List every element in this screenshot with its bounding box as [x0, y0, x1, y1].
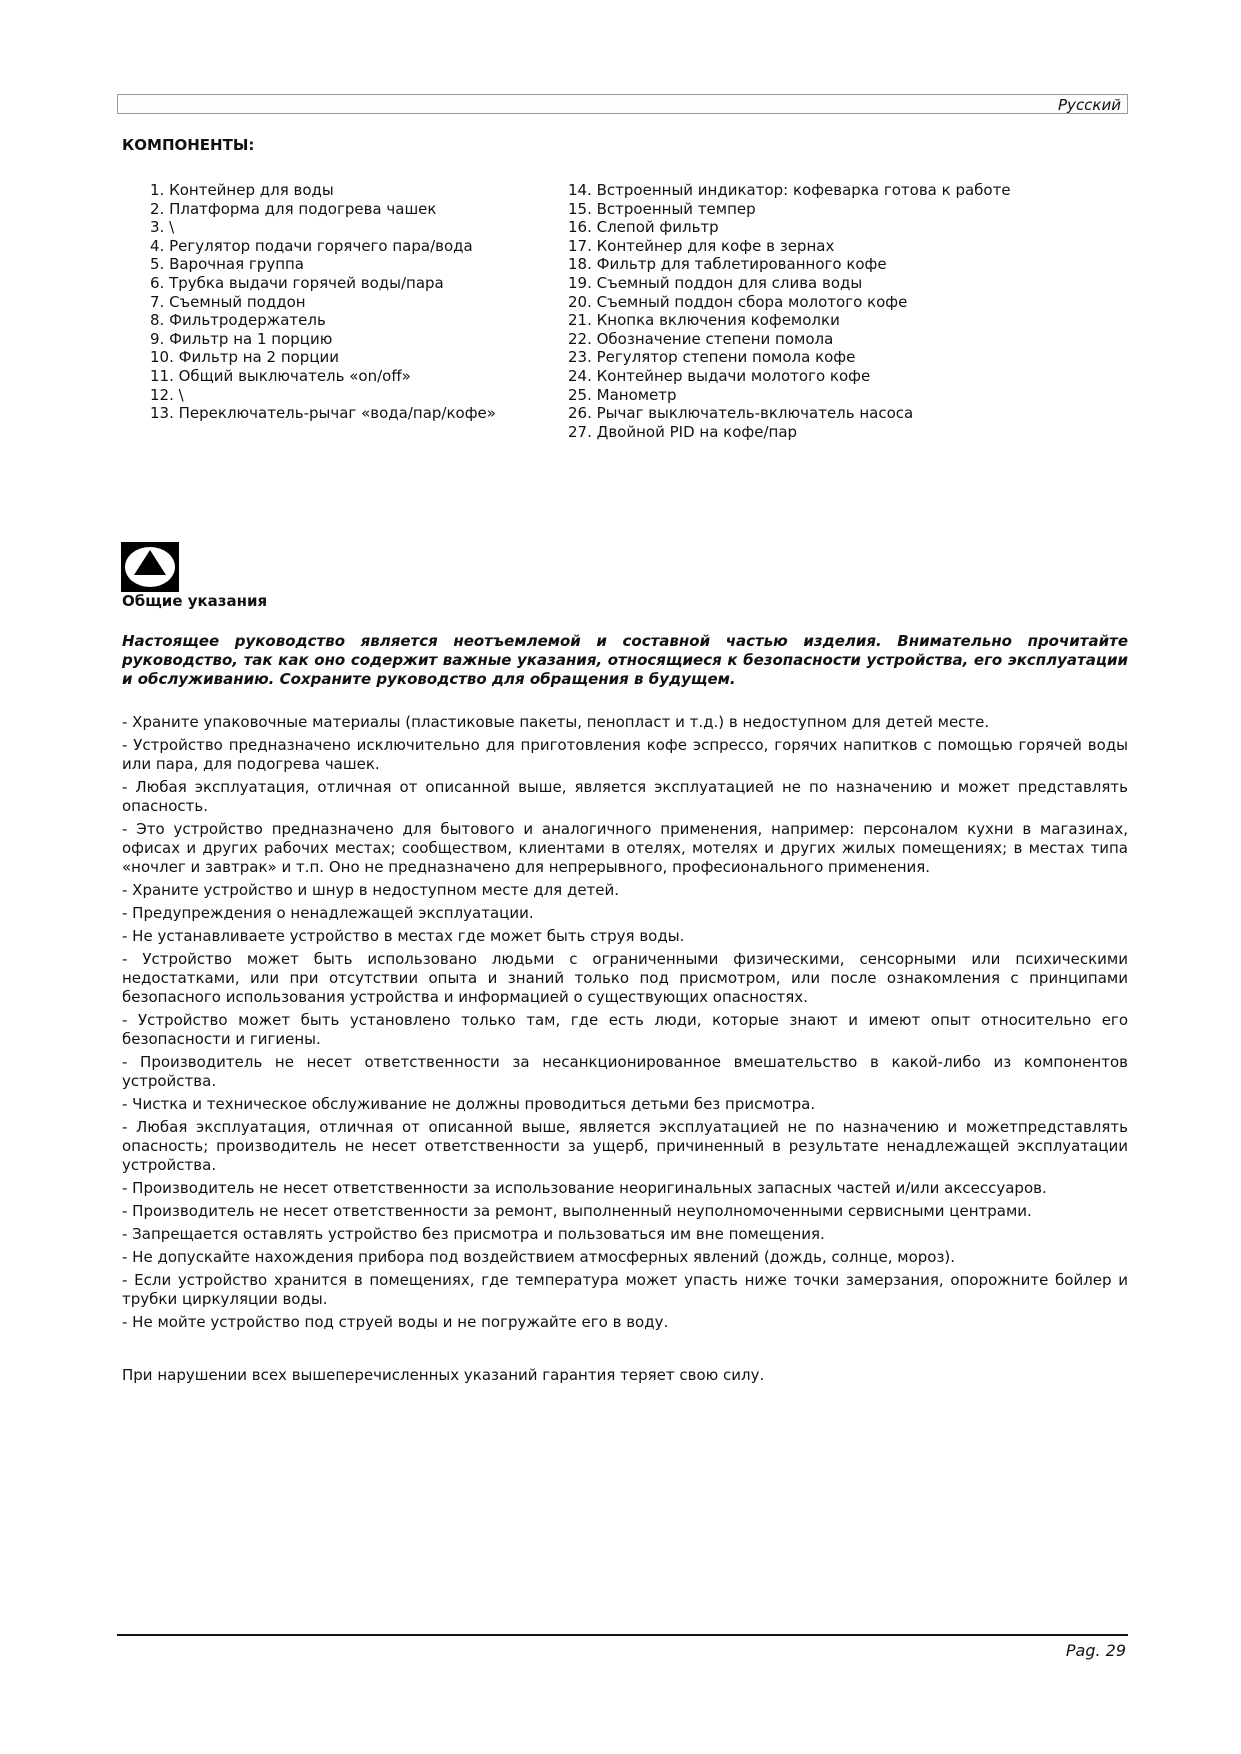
- list-item: 25. Манометр: [568, 385, 677, 404]
- list-item: 14. Встроенный индикатор: кофеварка готова к работе: [568, 181, 1011, 199]
- rule-item: - Устройство может быть использовано людьми с ограниченными физическими, сенсорными или психическими недостатками, или при отсутствии опыта и знаний только под присмотром, или после ознакомления с принципами безопасного использования устройства и информацией о существующих опасностях.: [122, 950, 1128, 1006]
- rule-item: - Запрещается оставлять устройство без присмотра и пользоваться им вне помещения.: [122, 1225, 825, 1243]
- list-item: 19. Съемный поддон для слива воды: [568, 273, 863, 292]
- rule-item: - Это устройство предназначено для бытового и аналогичного применения, например: персоналом кухни в магазинах, офисах и других рабочих местах; сообществом, клиентами в отелях, мотелях и других жилых помещениях; в местах типа «ночлег и завтрак» и т.п. Оно не предназначено для непрерывного, професионального применения.: [122, 820, 1128, 876]
- rule-item: - Производитель не несет ответственности за ремонт, выполненный неуполномоченными сервисными центрами.: [122, 1202, 1032, 1220]
- warning-triangle-icon: [121, 542, 179, 592]
- rule-item: - Производитель не несет ответственности за использование неоригинальных запасных частей и/или аксессуаров.: [122, 1179, 1047, 1197]
- header-bar: [117, 94, 1128, 114]
- list-item: 11. Общий выключатель «on/off»: [150, 366, 411, 385]
- rules-list: [122, 713, 1128, 1336]
- list-item: 6. Трубка выдачи горячей воды/пара: [150, 273, 444, 292]
- intro-paragraph: Настоящее руководство является неотъемлемой и составной частью изделия. Внимательно прочитайте руководство, так как оно содержит важные указания, относящиеся к безопасности устройства, его эксплуатации и обслуживанию. Сохраните руководство для обращения в будущем.: [122, 632, 1128, 688]
- rule-item: - Не мойте устройство под струей воды и не погружайте его в воду.: [122, 1313, 669, 1331]
- footer-divider: [117, 1634, 1128, 1636]
- list-item: 3. \: [150, 218, 175, 237]
- rule-item: - Предупреждения о ненадлежащей эксплуатации.: [122, 904, 534, 922]
- page-number: Pag. 29: [1065, 1641, 1126, 1660]
- list-item: 21. Кнопка включения кофемолки: [568, 311, 840, 330]
- list-item: 9. Фильтр на 1 порцию: [150, 329, 333, 348]
- list-item: 12. \: [150, 385, 184, 404]
- components-list-left: [150, 181, 550, 423]
- list-item: 20. Съемный поддон сбора молотого кофе: [568, 292, 908, 311]
- rule-item: - Устройство может быть установлено только там, где есть люди, которые знают и имеют опыт относительно его безопасности и гигиены.: [122, 1011, 1128, 1048]
- list-item: 27. Двойной PID на кофе/пар: [568, 422, 798, 441]
- components-list-right: [568, 181, 1128, 441]
- general-title: Общие указания: [122, 592, 268, 610]
- header-language: Русский: [1058, 96, 1121, 114]
- list-item: 5. Варочная группа: [150, 255, 304, 274]
- list-item: 17. Контейнер для кофе в зернах: [568, 236, 835, 255]
- rule-item: - Чистка и техническое обслуживание не должны проводиться детьми без присмотра.: [122, 1095, 816, 1113]
- rule-item: - Не устанавливаете устройство в местах где может быть струя воды.: [122, 927, 685, 945]
- rule-item: - Если устройство хранится в помещениях, где температура может упасть ниже точки замерзания, опорожните бойлер и трубки циркуляции воды.: [122, 1271, 1128, 1308]
- rule-item: - Храните устройство и шнур в недоступном месте для детей.: [122, 881, 620, 899]
- rule-item: - Не допускайте нахождения прибора под воздействием атмосферных явлений (дождь, солнце, мороз).: [122, 1248, 956, 1266]
- list-item: 26. Рычаг выключатель-включатель насоса: [568, 404, 914, 423]
- components-title: КОМПОНЕНТЫ:: [122, 136, 255, 154]
- list-item: 24. Контейнер выдачи молотого кофе: [568, 366, 871, 385]
- list-item: 8. Фильтродержатель: [150, 311, 326, 330]
- rule-item: - Любая эксплуатация, отличная от описанной выше, является эксплуатацией не по назначению и может представлять опасность.: [122, 778, 1128, 815]
- rule-item: - Любая эксплуатация, отличная от описанной выше, является эксплуатацией не по назначению и можетпредставлять опасность; производитель не несет ответственности за ущерб, причиненный в результате ненадлежащей эксплуатации устройства.: [122, 1118, 1128, 1174]
- list-item: 18. Фильтр для таблетированного кофе: [568, 255, 887, 274]
- list-item: 2. Платформа для подогрева чашек: [150, 199, 437, 218]
- rule-item: - Производитель не несет ответственности за несанкционированное вмешательство в какой-либо из компонентов устройства.: [122, 1053, 1128, 1090]
- list-item: 10. Фильтр на 2 порции: [150, 348, 340, 367]
- list-item: 15. Встроенный темпер: [568, 199, 756, 218]
- rule-item: - Устройство предназначено исключительно для приготовления кофе эспрессо, горячих напитков с помощью горячей воды или пара, для подогрева чашек.: [122, 736, 1128, 773]
- list-item: 22. Обозначение степени помола: [568, 329, 834, 348]
- list-item: 1. Контейнер для воды: [150, 181, 334, 199]
- list-item: 4. Регулятор подачи горячего пара/вода: [150, 236, 473, 255]
- list-item: 23. Регулятор степени помола кофе: [568, 348, 856, 367]
- list-item: 13. Переключатель-рычаг «вода/пар/кофе»: [150, 404, 496, 423]
- closing-note: При нарушении всех вышеперечисленных указаний гарантия теряет свою силу.: [122, 1366, 765, 1384]
- list-item: 7. Съемный поддон: [150, 292, 306, 311]
- rule-item: - Храните упаковочные материалы (пластиковые пакеты, пенопласт и т.д.) в недоступном для детей месте.: [122, 713, 990, 731]
- list-item: 16. Слепой фильтр: [568, 218, 719, 237]
